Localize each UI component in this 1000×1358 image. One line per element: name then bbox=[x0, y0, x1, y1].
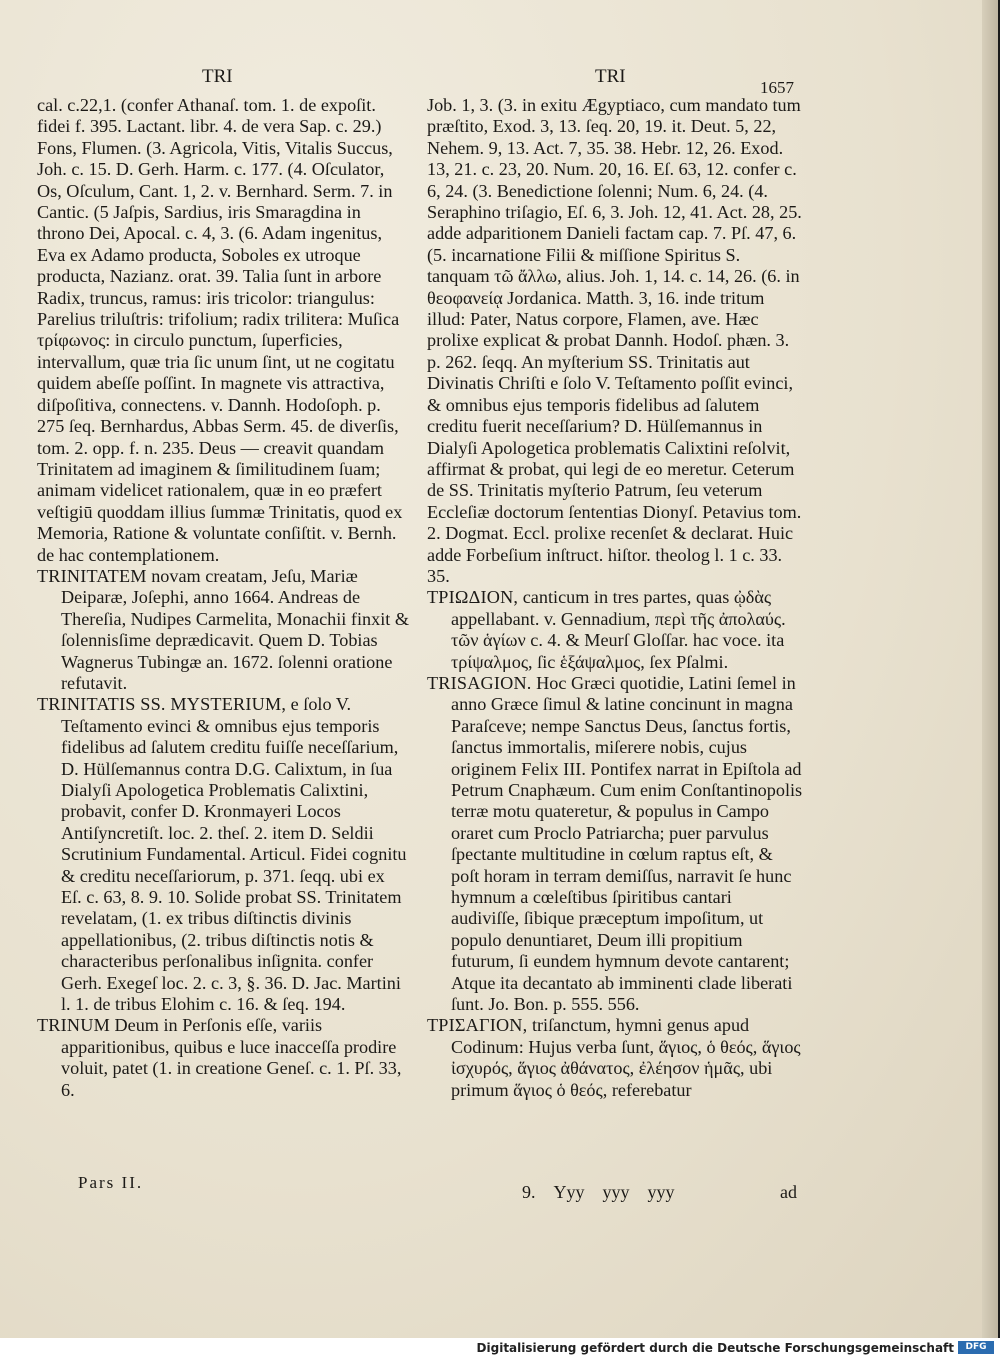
entry-trinitatis-mysterium bbox=[37, 694, 409, 1015]
funding-note: Digitalisierung gefördert durch die Deutsche Forschungsgemeinschaft bbox=[476, 1341, 954, 1355]
entry-text: Deum in Perſonis eſſe, variis apparitionibus, quibus e luce inacceſſa prodire voluit, patet (1. in creatione Geneſ. c. 1. Pſ. 33, 6. bbox=[61, 1015, 402, 1100]
entry-text: e ſolo V. Teſtamento evinci & omnibus ejus temporis fidelibus ad ſalutem creditu fuiſſe neceſſarium, D. Hülſemannus contra D.G. Calixtum, in ſua Dialyſi Apologetica Problematis Calixtini, probavit, confer D. Kronmayeri Locos Antiſyncretiſt. loc. 2. theſ. 2. item D. Seldii Scrutinium Fundamental. Articul. Fidei cognitu & creditu neceſſariorum, p. 371. ſeqq. ubi ex Eſ. c. 63, 8. 9. 10. Solide probat SS. Trinitatem revelatam, (1. ex tribus diſtinctis divinis appellationibus, (2. tribus diſtinctis notis & characteribus perſonalibus inſignita. confer Gerh. Exegeſ loc. 2. c. 3, §. 36. D. Jac. Martini l. 1. de tribus Elohim c. 16. & ſeq. 194. bbox=[61, 694, 407, 1015]
running-head-right: TRI bbox=[595, 66, 626, 87]
headword: TRINITATEM bbox=[37, 565, 147, 586]
entry-text: canticum in tres partes, quas ᾠδὰς appellabant. v. Gennadium, περὶ τῆς ἀπολαύς. τῶν ἁγίων c. 4. & Meurſ Gloſſar. hac voce. ita τρίψαλμος, ſic ἑξάψαλμος, ſex Pſalmi. bbox=[451, 587, 786, 672]
headword: TRISAGION. bbox=[427, 672, 532, 693]
right-continuation: Job. 1, 3. (3. in exitu Ægyptiaco, cum mandato tum præſtito, Exod. 3, 13. ſeq. 20, 19. it. Deut. 5, 22, Nehem. 9, 13. Act. 7, 35. 38. Hebr. 12, 26. Exod. 13, 21. c. 23, 20. Num. 20, 16. Eſ. 63, 12. confer c. 6, 24. (3. Benedictione ſolenni; Num. 6, 24. (4. Seraphino triſagio, Eſ. 6, 3. Joh. 12, 41. Act. 28, 25. adde adparitionem Danieli factam cap. 7. Pſ. 47, 6. (5. incarnatione Filii & miſſione Spiritus S. tanquam τῶ ἄλλω, alius. Joh. 1, 14. c. 14, 26. (6. in θεοφανείᾳ Jordanica. Matth. 3, 16. inde tritum illud: Pater, Natus corpore, Flamen, ave. Hæc prolixe explicat & probat Dannh. Hodoſ. phæn. 3. p. 262. ſeqq. An myſterium SS. Trinitatis aut Divinatis Chriſti e ſolo V. Teſtamento poſſit evinci, & omnibus ejus temporis fidelibus ad ſalutem creditu fuerit neceſſarium? D. Hülſemannus in Dialyſi Apologetica problematis Calixtini reſolvit, affirmat & probat, qui legi de eo meretur. Ceterum de SS. Trinitatis myſterio Patrum, ſeu veterum Eccleſiæ doctorum ſententias Dionyſ. Petavius tom. 2. Dogmat. Eccl. prolixe recenſet & declarat. Huic adde Forbeſium inſtruct. hiſtor. theolog l. 1 c. 33. 35. bbox=[427, 95, 802, 586]
left-column bbox=[37, 95, 409, 1101]
entry-triodion bbox=[427, 587, 803, 673]
left-continuation: cal. c.22,1. (confer Athanaſ. tom. 1. de expoſit. fidei f. 395. Lactant. libr. 4. de vera Sap. c. 29.) Fons, Flumen. (3. Agricola, Vitis, Vitalis Succus, Joh. c. 15. D. Gerh. Harm. c. 177. (4. Oſculator, Os, Oſculum, Cant. 1, 2. v. Bernhard. Serm. 7. in Cantic. (5 Jaſpis, Sardius, iris Smaragdina in throno Dei, Apocal. c. 4, 3. (6. Adam ingenitus, Eva ex Adamo producta, Soboles ex utroque producta, Nazianz. orat. 39. Talia ſunt in arbore Radix, truncus, ramus: iris tricolor: triangulus: Parelius triluſtris: trifolium; radix trilitera: Muſica τρίφωνος: in circulo punctum, ſuperficies, intervallum, quæ tria ſic unum ſint, ut ne cogitatu quidem abeſſe poſſint. In magnete vis attractiva, diſpoſitiva, connectens. v. Dannh. Hodoſoph. p. 275 ſeq. Bernhardus, Abbas Serm. 45. de diverſis, tom. 2. opp. f. n. 235. Deus — creavit quandam Trinitatem ad imaginem & ſimilitudinem ſuam; animam videlicet rationalem, quæ in eo præfert veſtigiū quoddam illius ſummæ Trinitatis, quod ex Memoria, Ratione & voluntate conſiſtit. v. Bernh. de hac contemplationem. bbox=[37, 95, 403, 565]
page-edge bbox=[982, 0, 998, 1338]
signature-mark: 9. bbox=[522, 1182, 536, 1202]
entry-text: triſanctum, hymni genus apud Codinum: Hujus verba ſunt, ἅγιος, ὁ θεός, ἅγιος ἰσχυρός, ἅγιος ἀθάνατος, ἐλέησον ἡμᾶς, ubi primum ἅγιος ὁ θεός, referebatur bbox=[451, 1015, 801, 1100]
signature-mark: yyy bbox=[602, 1182, 630, 1202]
entry-text: novam creatam, Jeſu, Mariæ Deiparæ, Joſephi, anno 1664. Andreas de Thereſia, Nudipes Carmelita, Monachii finxit & ſolennisſime deprædicavit. Quem D. Tobias Wagnerus Tubingæ an. 1672. ſolenni oratione refutavit. bbox=[61, 565, 409, 693]
catchword: ad bbox=[780, 1182, 797, 1202]
headword: ΤΡΙΩΔΙΟΝ, bbox=[427, 587, 519, 608]
entry-trinitatem bbox=[37, 566, 409, 694]
entry-text: Hoc Græci quotidie, Latini ſemel in anno Græce ſimul & latine concinunt in magna Paraſceve; nempe Sanctus Deus, ſanctus fortis, ſanctus immortalis, miſerere nobis, cujus originem Felix III. Pontifex narrat in Epiſtola ad Petrum Cnaphæum. Cum enim Conſtantinopolis terræ motu quateretur, & populus in Campo oraret cum Proclo Patriarcha; puer parvulus ſpectante multitudine in cœlum raptus eſt, & poſt horam in terram demiſſus, narravit ſe hunc hymnum a cœleſtibus ſpiritibus cantari audiviſſe, ſibique præceptum impoſitum, ut populo denuntiaret, Deum illi propitium futurum, ſi eundem hymnum devote cantarent; Atque ita decantato ab imminenti clade liberati ſunt. Jo. Bon. p. 555. 556. bbox=[451, 672, 803, 1015]
right-column bbox=[427, 95, 803, 1101]
signature-mark: yyy bbox=[647, 1182, 675, 1202]
headword: TRINITATIS SS. MYSTERIUM, bbox=[37, 694, 287, 715]
running-head-left: TRI bbox=[202, 66, 233, 87]
headword: TRINUM bbox=[37, 1015, 110, 1036]
signature-mark: Yyy bbox=[553, 1182, 585, 1202]
signature-left: Pars II. bbox=[78, 1173, 144, 1192]
entry-trinum bbox=[37, 1015, 409, 1101]
headword: ΤΡΙΣΑΓΙΟΝ, bbox=[427, 1015, 528, 1036]
entry-trisagion-greek bbox=[427, 1015, 803, 1101]
entry-trisagion bbox=[427, 673, 803, 1016]
digitization-footer bbox=[0, 1338, 1000, 1358]
dfg-logo: DFG bbox=[958, 1341, 994, 1354]
page-number: 1657 bbox=[760, 78, 794, 97]
signature-right bbox=[522, 1182, 693, 1203]
